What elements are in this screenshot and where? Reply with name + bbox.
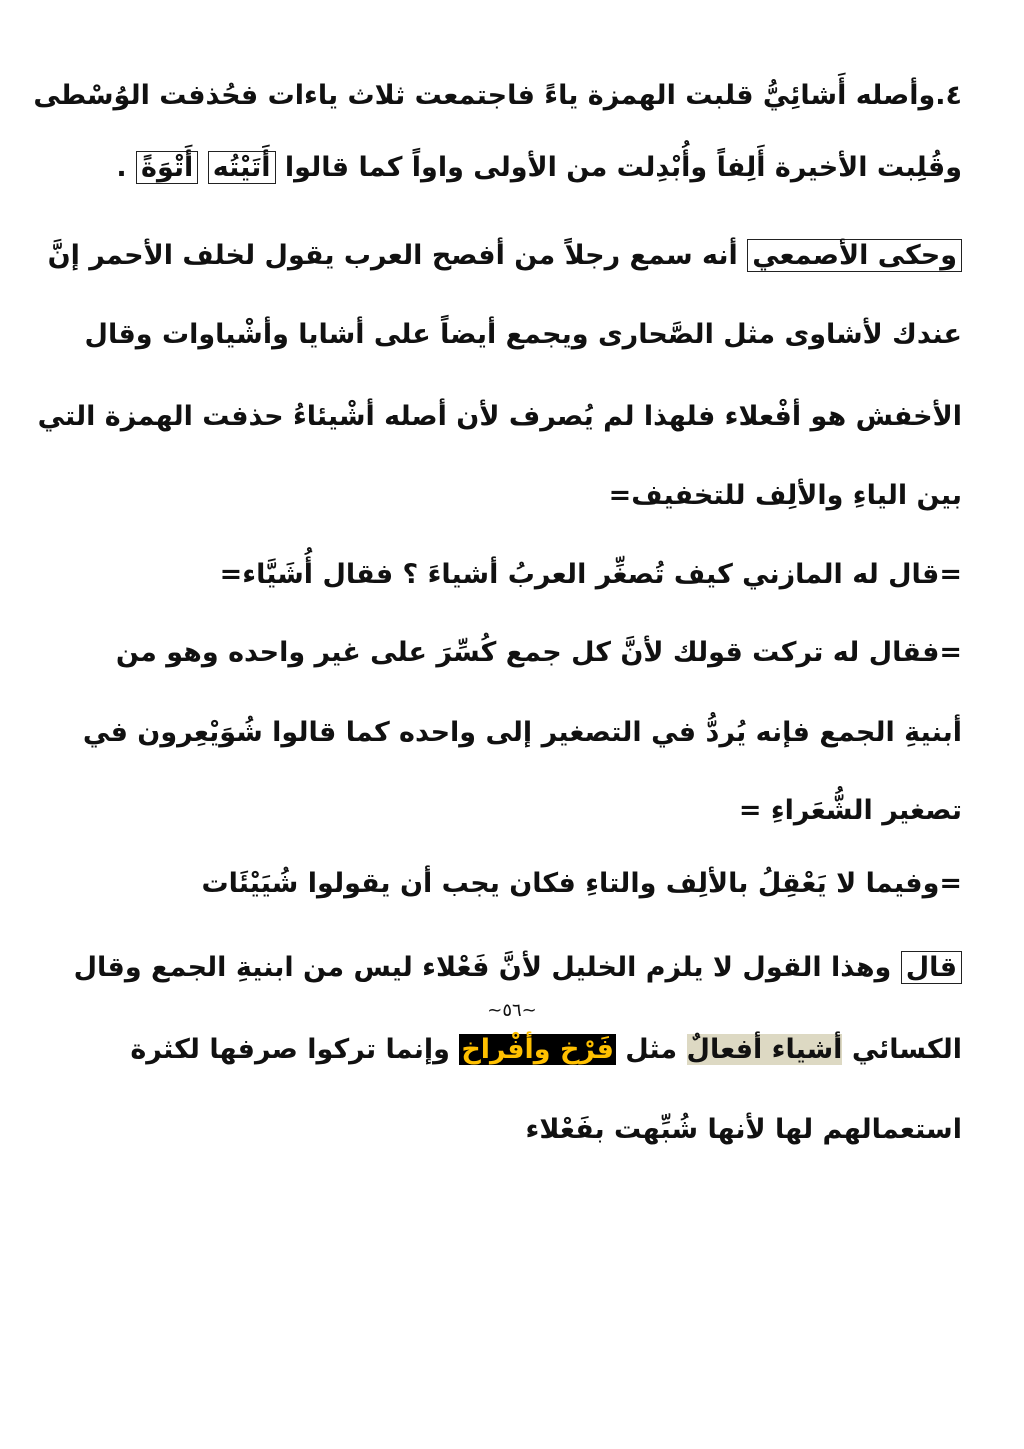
line-9-text: أبنيةِ الجمع فإنه يُردُّ في التصغير إلى واحده كما قالوا شُوَيْعِرون في — [82, 717, 962, 748]
line-7-text: =قال له المازني كيف تُصغِّر العربُ أشياءَ ؟ فقال أُشَيَّاء= — [219, 559, 962, 590]
boxed-name-asmai: وحكى الأصمعي — [747, 239, 962, 272]
line-5-text: الأخفش هو أفْعلاء فلهذا لم يُصرف لأن أصله أشْيئاءُ حذفت الهمزة التي — [37, 401, 962, 432]
line-2-end: . — [116, 152, 137, 183]
line-12-text: وهذا القول لا يلزم الخليل لأنَّ فَعْلاء ليس من ابنيةِ الجمع وقال — [73, 952, 901, 983]
text-line-5 — [38, 397, 962, 437]
shaded-phrase-ashya-afal: أشياء أفعالٌ — [686, 1034, 843, 1065]
text-line-14 — [526, 1110, 962, 1150]
text-line-10 — [739, 791, 962, 831]
line-13-end: وإنما تركوا صرفها لكثرة — [130, 1034, 460, 1065]
line-13-mid: مثل — [615, 1034, 687, 1065]
line-11-text: =وفيما لا يَعْقِلُ بالألِف والتاءِ فكان يجب أن يقولوا شُيَيْئَات — [201, 868, 962, 899]
boxed-word-qala: قال — [901, 951, 962, 984]
line-13-start: الكسائي — [842, 1034, 962, 1065]
line-1-text: ٤.وأصله أَشائِيُّ قلبت الهمزة ياءً فاجتمعت ثلاث ياءات فحُذفت الوُسْطى — [33, 80, 962, 111]
line-10-text: تصغير الشُّعَراءِ = — [738, 795, 962, 826]
text-line-1 — [33, 76, 962, 116]
line-8-text: =فقال له تركت قولك لأنَّ كل جمع كُسِّرَ على غير واحده وهو من — [115, 637, 962, 668]
highlighted-phrase-farkh-afrakh: فَرْخ وأفْراخ — [461, 1034, 614, 1065]
line-2-gap — [198, 152, 207, 183]
boxed-word-ataytuh: أَتَيْتُه — [208, 151, 276, 184]
text-line-13 — [130, 1030, 962, 1070]
line-14-text: استعمالهم لها لأنها شُبِّهت بفَعْلاء — [525, 1114, 962, 1145]
page-number: ~٥٦~ — [487, 1000, 537, 1021]
text-line-11 — [201, 864, 962, 904]
text-line-6 — [609, 476, 962, 516]
text-line-4 — [85, 315, 962, 355]
line-2-text: وقُلِبت الأخيرة أَلِفاً وأُبْدِلت من الأولى واواً كما قالوا — [275, 152, 962, 183]
line-4-text: عندك لأشاوى مثل الصَّحارى ويجمع أيضاً على أشايا وأشْياوات وقال — [84, 319, 962, 350]
text-line-9 — [83, 713, 962, 753]
boxed-word-atwah: أَتْوَةً — [136, 151, 198, 184]
line-6-text: بين الياءِ والألِف للتخفيف= — [608, 480, 962, 511]
line-3-text: أنه سمع رجلاً من أفصح العرب يقول لخلف الأحمر إنَّ — [47, 240, 748, 271]
text-line-3 — [48, 236, 962, 276]
text-line-2 — [116, 148, 962, 188]
text-line-8 — [116, 633, 962, 673]
text-line-12 — [74, 948, 962, 988]
text-line-7 — [220, 555, 962, 595]
